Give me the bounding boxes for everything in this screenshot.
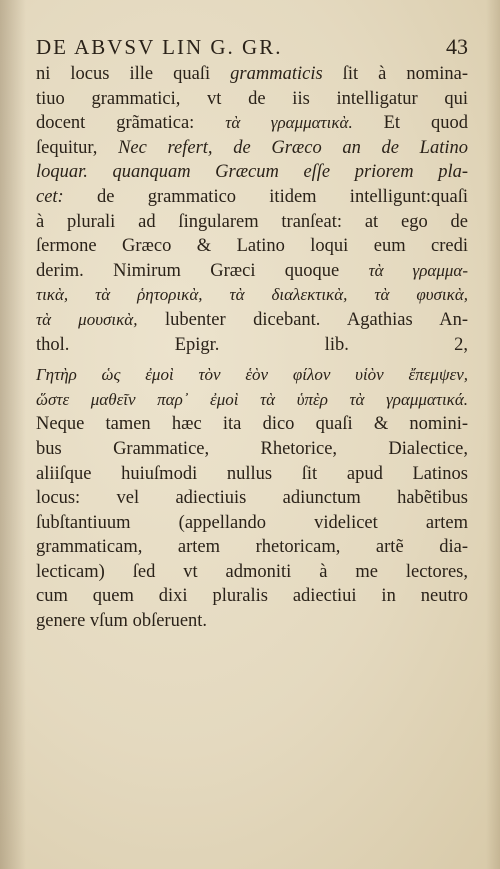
- italic-text: cet:: [36, 186, 64, 207]
- text-run: locus: vel adiectiuis adiunctum habẽtibus: [36, 488, 468, 509]
- text-run: ni locus ille quaſi: [36, 64, 231, 84]
- text-line: [36, 62, 468, 87]
- text-line: [36, 333, 468, 358]
- text-run: cum quem dixi pluralis adiectiui in neutro: [36, 586, 468, 607]
- italic-text: Nec refert, de Græco an de Latino: [118, 137, 468, 158]
- text-run: ſit à nomina-: [322, 64, 468, 84]
- text-line: [36, 210, 468, 235]
- text-run: Neque tamen hæc ita dico quaſi & nomini-: [36, 414, 468, 435]
- text-run: tiuo grammatici, vt de iis intelligatur qui: [36, 88, 468, 109]
- text-line: [36, 283, 468, 308]
- text-run: ſubſtantiuum (appellando videlicet artem: [36, 512, 468, 533]
- text-line: [36, 511, 468, 536]
- text-run: thol. Epigr. lib. 2,: [36, 334, 468, 355]
- text-run: grammaticam, artem rhetoricam, artẽ dia-: [36, 537, 468, 558]
- text-line: [36, 160, 468, 185]
- greek-text: τὰ γραμματικὰ.: [225, 113, 353, 133]
- gutter-shadow: [0, 0, 26, 869]
- greek-text: τὰ μουσικὰ,: [36, 309, 138, 329]
- text-line: [36, 234, 468, 259]
- text-line: [36, 412, 468, 437]
- text-run: ſermone Græco & Latino loqui eum credi: [36, 236, 468, 257]
- page-number: 43: [446, 34, 468, 59]
- text-run: de grammatico itidem intelligunt:quaſi: [63, 186, 468, 207]
- running-header: [36, 34, 468, 60]
- body-paragraph-2: [36, 412, 468, 633]
- text-run: lubenter dicebant. Agathias An-: [137, 309, 468, 330]
- greek-verse-quote: [36, 363, 468, 412]
- running-title: DE ABVSV LIN G. GR.: [36, 35, 283, 59]
- text-line: [36, 462, 468, 487]
- italic-text: loquar. quanquam Græcum eſſe priorem pla-: [36, 162, 468, 183]
- italic-text: grammaticis: [230, 64, 323, 84]
- text-run: Et quod: [352, 113, 468, 134]
- greek-text: τὰ γραμμα-: [368, 260, 468, 280]
- text-run: docent grãmatica:: [36, 113, 226, 134]
- text-run: aliiſque huiuſmodi nullus ſit apud Latinos: [36, 463, 468, 484]
- text-line: [36, 535, 468, 560]
- text-line: [36, 560, 468, 585]
- greek-verse-line-2: ὥστε μαθεῖν παρ᾽ ἐμοὶ τὰ ὑπὲρ τὰ γραμματικά.: [36, 389, 468, 409]
- text-run: à plurali ad ſingularem tranſeat: at ego de: [36, 211, 468, 232]
- page-edge-shadow: [486, 0, 500, 869]
- text-line: [36, 609, 468, 634]
- text-line: [36, 185, 468, 210]
- text-block: [36, 34, 468, 634]
- greek-verse-line-1: Γητὴρ ὡς ἐμοὶ τὸν ἑὸν φίλον υἱὸν ἔπεμψεν,: [36, 365, 468, 385]
- text-run: ſequitur,: [36, 137, 119, 158]
- text-line: [36, 259, 468, 284]
- text-line: [36, 486, 468, 511]
- text-run: derim. Nimirum Græci quoque: [36, 260, 369, 281]
- text-line: [36, 111, 468, 136]
- body-paragraph-1: [36, 62, 468, 357]
- text-line: [36, 136, 468, 161]
- text-line: [36, 308, 468, 333]
- text-line: [36, 437, 468, 462]
- text-run: genere vſum obſeruent.: [36, 611, 208, 632]
- text-line: [36, 87, 468, 112]
- greek-text: τικὰ, τὰ ῥητορικὰ, τὰ διαλεκτικὰ, τὰ φυσικὰ,: [36, 285, 468, 305]
- text-run: lecticam) ſed vt admoniti à me lectores,: [36, 561, 468, 582]
- text-run: bus Grammatice, Rhetorice, Dialectice,: [36, 438, 468, 459]
- text-line: [36, 584, 468, 609]
